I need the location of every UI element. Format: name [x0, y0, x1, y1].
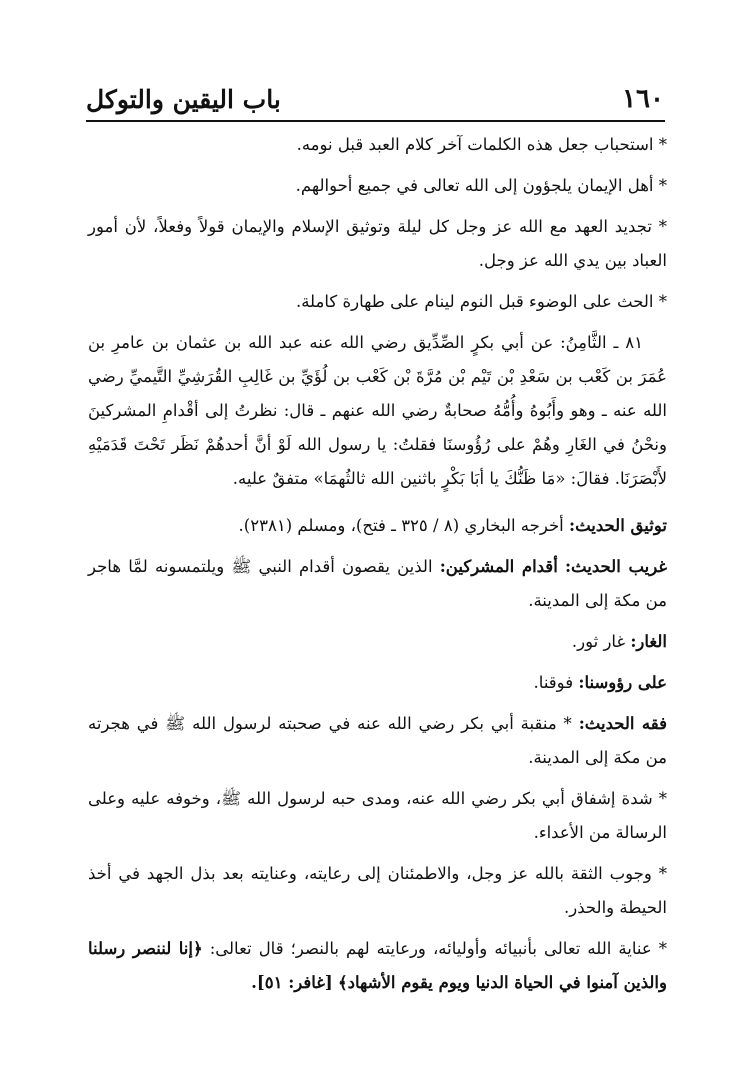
- gharib-term-3: على رؤوسنا:: [578, 673, 667, 692]
- gharib-text-3: فوقنا.: [533, 673, 574, 692]
- gharib-term-2: الغار:: [630, 632, 667, 651]
- takhrij-text: أخرجه البخاري (٨ / ٣٢٥ ـ فتح)، ومسلم (٢٣٨١).: [238, 516, 564, 535]
- gharib-item-3: [88, 666, 667, 700]
- fiqh-bullet-3: [88, 932, 667, 1000]
- bullet-1: * استحباب جعل هذه الكلمات آخر كلام العبد قبل نومه.: [296, 135, 667, 154]
- gharib-text-1: الذين يقصون أقدام النبي ﷺ ويلتمسونه لمَّا هاجر من مكة إلى المدينة.: [88, 557, 667, 610]
- gharib-item-2: [88, 625, 667, 659]
- header-rule: [86, 120, 665, 122]
- gharib-term-1: أقدام المشركين:: [439, 557, 558, 576]
- fiqh-intro-text: * منقبة أبي بكر رضي الله عنه في صحبته لرسول الله ﷺ في هجرته من مكة إلى المدينة.: [88, 714, 667, 767]
- page-number: ١٦٠: [622, 84, 664, 114]
- gharib-text-2: غار ثور.: [571, 632, 626, 651]
- fiqh-intro: [88, 707, 667, 775]
- takhrij: [88, 509, 667, 543]
- gharib-label: غريب الحديث:: [564, 557, 667, 576]
- fiqh-bullet-3-text: * عناية الله تعالى بأنبيائه وأوليائه، ورعايته لهم بالنصر؛ قال تعالى:: [209, 939, 667, 958]
- gharib-item-1: [88, 550, 667, 618]
- fiqh-bullet-2: * وجوب الثقة بالله عز وجل، والاطمئنان إلى رعايته، وعنايته بعد بذل الجهد في أخذ الحيطة والحذر.: [88, 864, 667, 917]
- bullet-4: * الحث على الوضوء قبل النوم لينام على طهارة كاملة.: [295, 292, 667, 311]
- hadith-text: ٨١ ـ الثَّامِنُ: عن أبي بكرٍ الصِّدِّيق رضي الله عنه عبد الله بن عثمان بن عامرِ بن عُمَرَ بن كَعْب بن سَعْدِ بْن تَيْم بْن مُرَّةَ بْن كَعْب بن لُؤَيِّ بن غَالِبِ القُرَشِيِّ التَّيميِّ رضي الله عنه ـ وهو وأَبُوهُ وأُمُّهُ صحابةٌ رضي الله عنهم ـ قال: نظرتُ إلى أقْدامِ المشركينَ ونحْنُ في الغَارِ وهُمْ على رُؤُوسنَا فقلتُ: يا رسول الله لَوْ أنَّ أحدهُمْ نَظَر تَحْتَ قَدَمَيْهِ لأَبْصَرَنَا. فقالَ: «مَا ظَنُّكَ يا أبَا بَكْرٍ باثنين الله ثالثُهمَا» متفقٌ عليه.: [88, 333, 667, 488]
- bullet-3: * تجديد العهد مع الله عز وجل كل ليلة وتوثيق الإسلام والإيمان قولاً وفعلاً، لأن أمور العباد بين يدي الله عز وجل.: [88, 217, 667, 270]
- fiqh-label: فقه الحديث:: [578, 714, 667, 733]
- page-body: [88, 128, 667, 1007]
- page-header: [86, 68, 664, 114]
- quran-quote: ﴿إنا لننصر رسلنا والذين آمنوا في الحياة الدنيا ويوم يقوم الأشهاد﴾: [88, 939, 667, 992]
- chapter-title: باب اليقين والتوكل: [86, 85, 281, 114]
- fiqh-bullet-1: * شدة إشفاق أبي بكر رضي الله عنه، ومدى حبه لرسول الله ﷺ، وخوفه عليه وعلى الرسالة من الأعداء.: [88, 789, 667, 842]
- quran-reference: [غافر: ٥١].: [251, 973, 333, 992]
- bullet-2: * أهل الإيمان يلجؤون إلى الله تعالى في جميع أحوالهم.: [295, 176, 667, 195]
- takhrij-label: توثيق الحديث:: [568, 516, 667, 535]
